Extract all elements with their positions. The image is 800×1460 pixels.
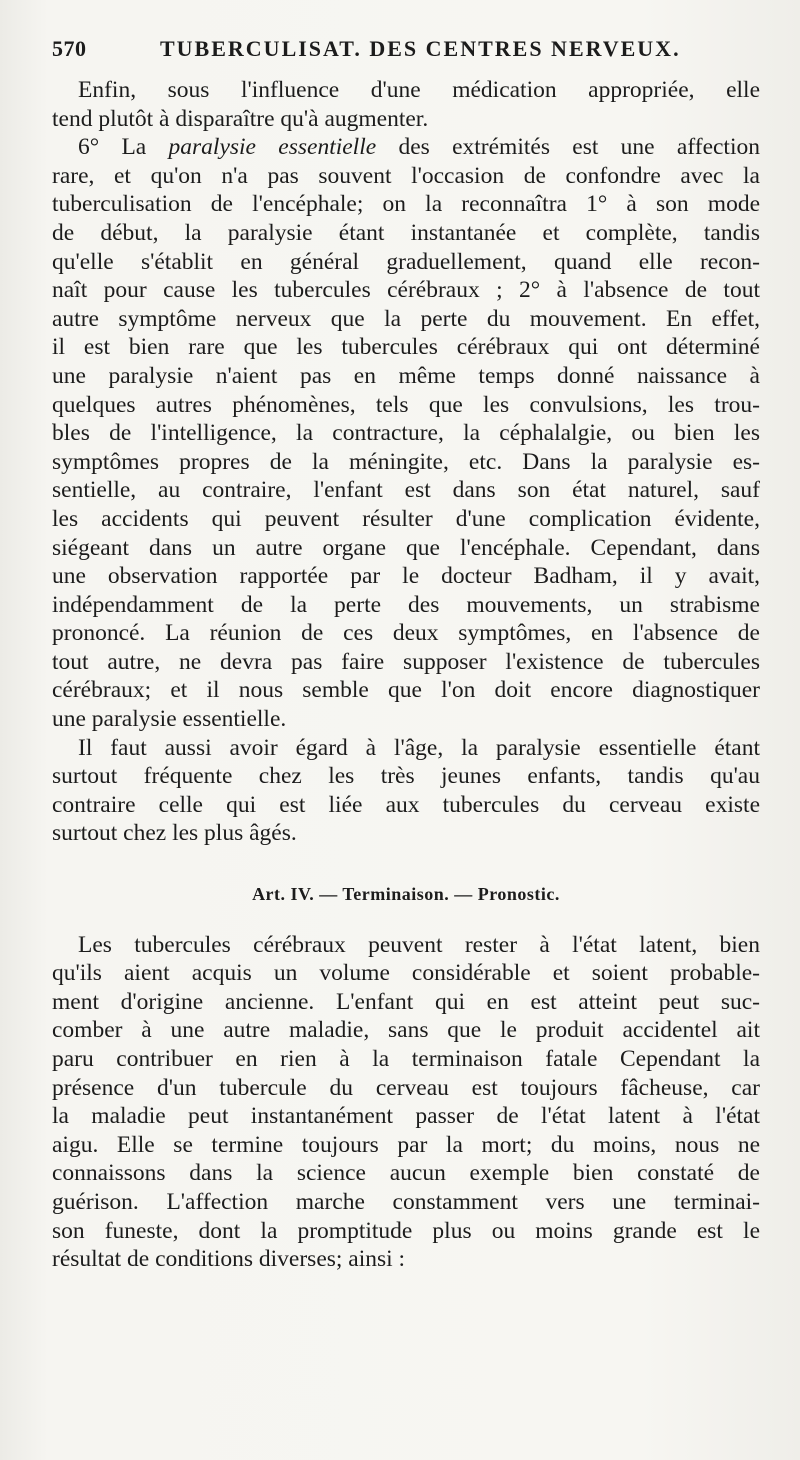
text-line: prononcé. La réunion de ces deux symptômes, en l'absence de — [52, 620, 760, 647]
text-line: tout autre, ne devra pas faire supposer l'existence de tubercules — [52, 648, 760, 675]
paragraph-2-lines — [52, 162, 760, 734]
page-number: 570 — [52, 36, 87, 61]
text-line: siégeant dans un autre organe que l'encéphale. Cependant, dans — [52, 534, 760, 561]
text-line: son funeste, dont la promptitude plus ou moins grande est le — [52, 1217, 760, 1244]
text-line: de début, la paralysie étant instantanée et complète, tandis — [52, 219, 760, 246]
text-line: ment d'origine ancienne. L'enfant qui en est atteint peut suc- — [52, 988, 760, 1015]
text-line: quelques autres phénomènes, tels que les convulsions, les trou- — [52, 391, 760, 418]
text-line: une observation rapportée par le docteur Badham, il y avait, — [52, 563, 760, 590]
paragraph-1 — [52, 76, 760, 133]
text-line: résultat de conditions diverses; ainsi : — [52, 1246, 406, 1273]
text-line: il est bien rare que les tubercules cérébraux qui ont déterminé — [52, 334, 760, 361]
section-heading: Art. IV. — Terminaison. — Pronostic. — [252, 884, 560, 905]
text-line: Il faut aussi avoir égard à l'âge, la paralysie essentielle étant — [78, 734, 760, 761]
text-line: symptômes propres de la méningite, etc. Dans la paralysie es- — [52, 448, 760, 475]
text-line: surtout chez les plus âgés. — [52, 820, 297, 847]
text-line: qu'ils aient acquis un volume considérable et soient probable- — [52, 960, 760, 987]
running-title: TUBERCULISAT. DES CENTRES NERVEUX. — [160, 36, 681, 61]
text-line: une paralysie essentielle. — [52, 706, 287, 733]
text-line: présence d'un tubercule du cerveau est toujours fâcheuse, car — [52, 1074, 760, 1101]
text-line: cérébraux; et il nous semble que l'on doit encore diagnostiquer — [52, 677, 760, 704]
text-line: sentielle, au contraire, l'enfant est dans son état naturel, sauf — [52, 477, 760, 504]
body-text — [52, 76, 760, 1274]
text-line: naît pour cause les tubercules cérébraux ; 2° à l'absence de tout — [52, 277, 760, 304]
text-line: tuberculisation de l'encéphale; on la reconnaîtra 1° à son mode — [52, 191, 760, 218]
text-line: Les tubercules cérébraux peuvent rester à l'état latent, bien — [78, 931, 760, 958]
text-line: les accidents qui peuvent résulter d'une complication évidente, — [52, 505, 760, 532]
text-line: comber à une autre maladie, sans que le produit accidentel ait — [52, 1017, 760, 1044]
paragraph-4 — [52, 931, 760, 1274]
text-line: connaissons dans la science aucun exemple bien constaté de — [52, 1160, 760, 1187]
text-line: guérison. L'affection marche constamment vers une terminai- — [52, 1188, 760, 1215]
text-line: aigu. Elle se termine toujours par la mort; du moins, nous ne — [52, 1131, 760, 1158]
text-line: une paralysie n'aient pas en même temps donné naissance à — [52, 362, 760, 389]
text-line: bles de l'intelligence, la contracture, la céphalalgie, ou bien les — [52, 420, 760, 447]
text-line: qu'elle s'établit en général graduellement, quand elle recon- — [52, 248, 760, 275]
text-line: autre symptôme nerveux que la perte du mouvement. En effet, — [52, 305, 760, 332]
text-line: la maladie peut instantanément passer de l'état latent à l'état — [52, 1103, 760, 1130]
text-fragment: des extrémités est une affection — [376, 134, 760, 161]
text-line: surtout fréquente chez les très jeunes enfants, tandis qu'au — [52, 763, 760, 790]
paragraph-4-lines — [52, 931, 760, 1274]
text-line: tend plutôt à disparaître qu'à augmenter. — [52, 105, 429, 132]
text-line: paru contribuer en rien à la terminaison fatale Cependant la — [52, 1046, 760, 1072]
text-line: contraire celle qui est liée aux tubercules du cerveau existe — [52, 791, 760, 818]
page-header — [52, 36, 760, 76]
item-number-text: 6° La — [78, 134, 169, 161]
text-line: rare, et qu'on n'a pas souvent l'occasion de confondre avec la — [52, 162, 760, 189]
text-line: Enfin, sous l'influence d'une médication appropriée, elle — [78, 77, 760, 103]
text-line — [52, 133, 760, 162]
paragraph-3 — [52, 734, 760, 848]
text-line: indépendamment de la perte des mouvements, un strabisme — [52, 591, 760, 618]
paragraph-2 — [52, 133, 760, 733]
italic-term: paralysie essentielle — [168, 134, 377, 161]
